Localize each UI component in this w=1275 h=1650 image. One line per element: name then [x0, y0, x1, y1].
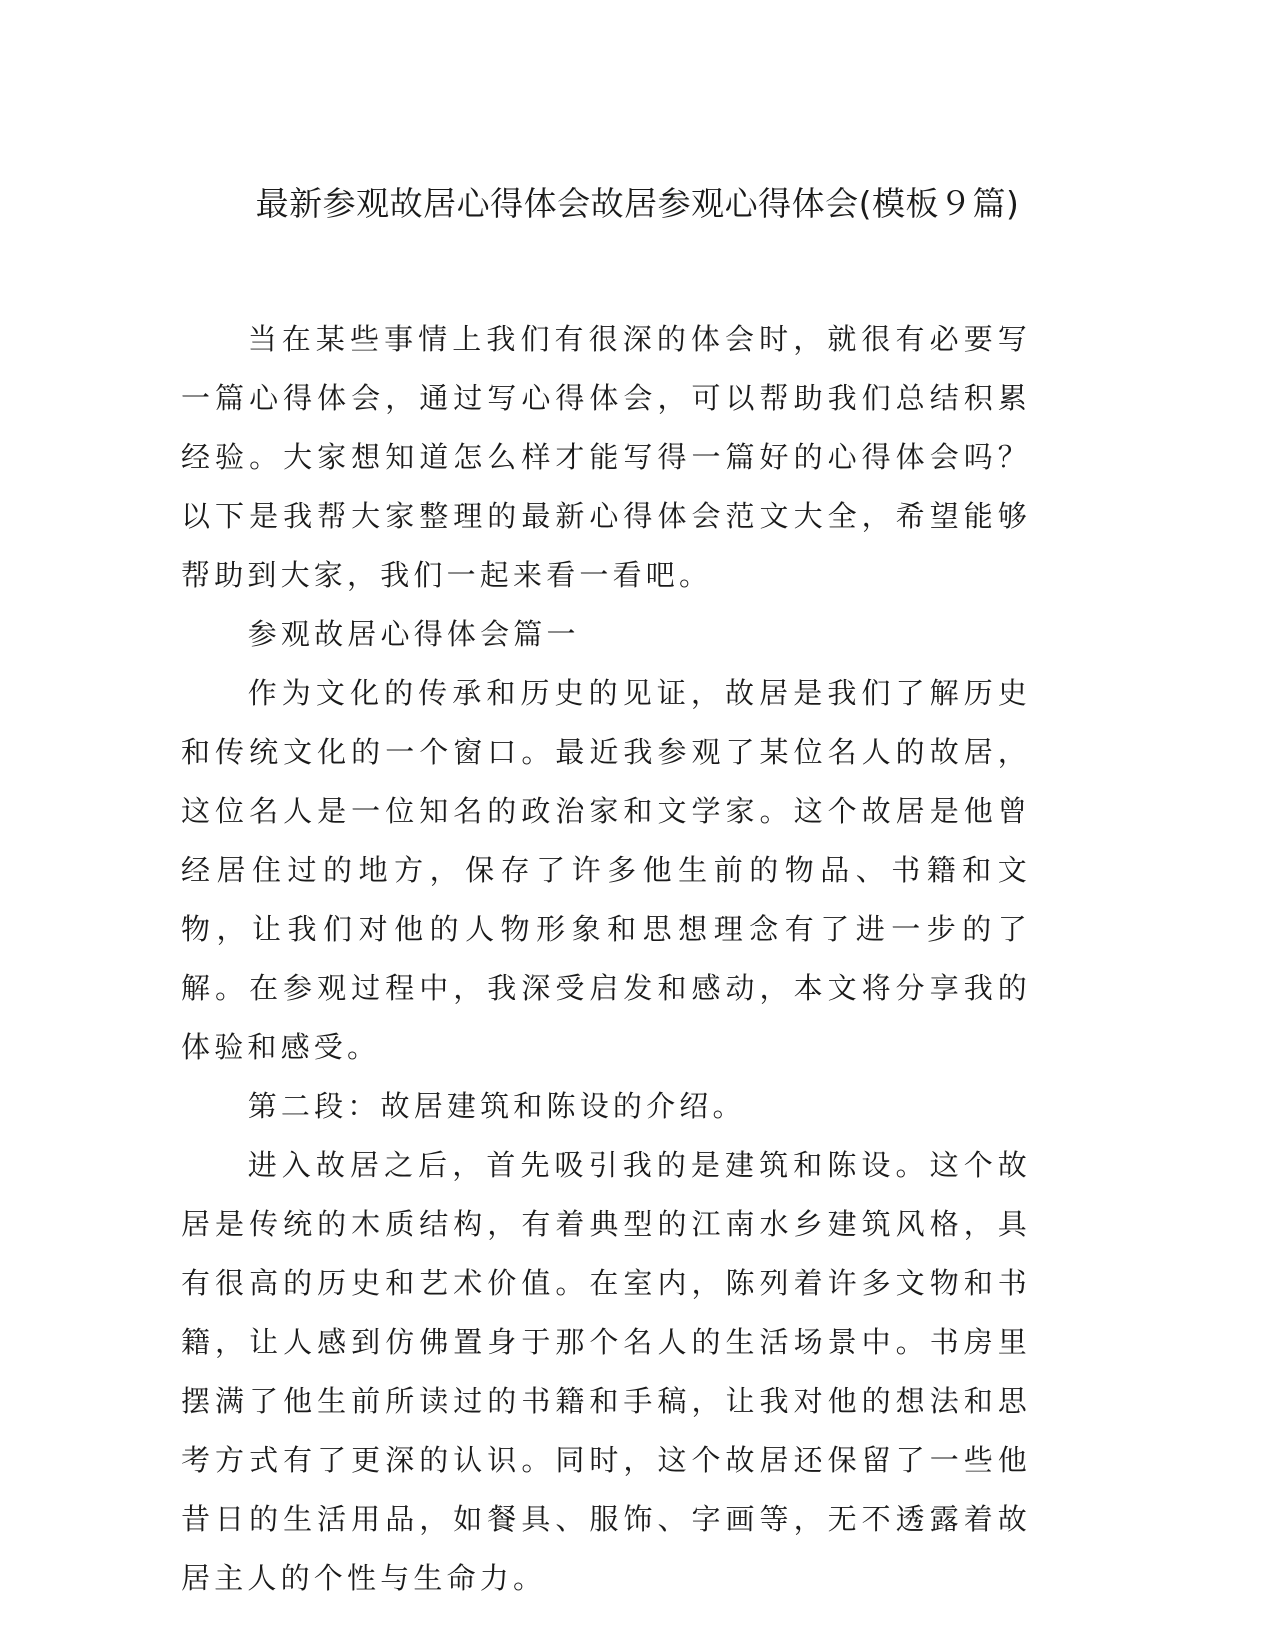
section-heading-1: 参观故居心得体会篇一 [247, 617, 580, 651]
paragraph-1: 作为文化的传承和历史的见证，故居是我们了解历史和传统文化的一个窗口。最近我参观了某位名人的故居，这位名人是一位知名的政治家和文学家。这个故居是他曾经居住过的地方，保存了许多他生前的物品、书籍和文物，让我们对他的人物形象和思想理念有了进一步的了解。在参观过程中，我深受启发和感动，本文将分享我的体验和感受。 [181, 676, 1031, 1064]
paragraph-intro: 当在某些事情上我们有很深的体会时，就很有必要写一篇心得体会，通过写心得体会，可以帮助我们总结积累经验。大家想知道怎么样才能写得一篇好的心得体会吗？以下是我帮大家整理的最新心得体会范文大全，希望能够帮助到大家，我们一起来看一看吧。 [181, 322, 1031, 592]
document-body [181, 310, 1031, 1608]
section-heading-2: 第二段：故居建筑和陈设的介绍。 [247, 1089, 746, 1123]
paragraph-2: 进入故居之后，首先吸引我的是建筑和陈设。这个故居是传统的木质结构，有着典型的江南水乡建筑风格，具有很高的历史和艺术价值。在室内，陈列着许多文物和书籍，让人感到仿佛置身于那个名人的生活场景中。书房里摆满了他生前所读过的书籍和手稿，让我对他的想法和思考方式有了更深的认识。同时，这个故居还保留了一些他昔日的生活用品，如餐具、服饰、字画等，无不透露着故居主人的个性与生命力。 [181, 1148, 1031, 1595]
document-title: 最新参观故居心得体会故居参观心得体会(模板９篇) [255, 184, 1020, 223]
